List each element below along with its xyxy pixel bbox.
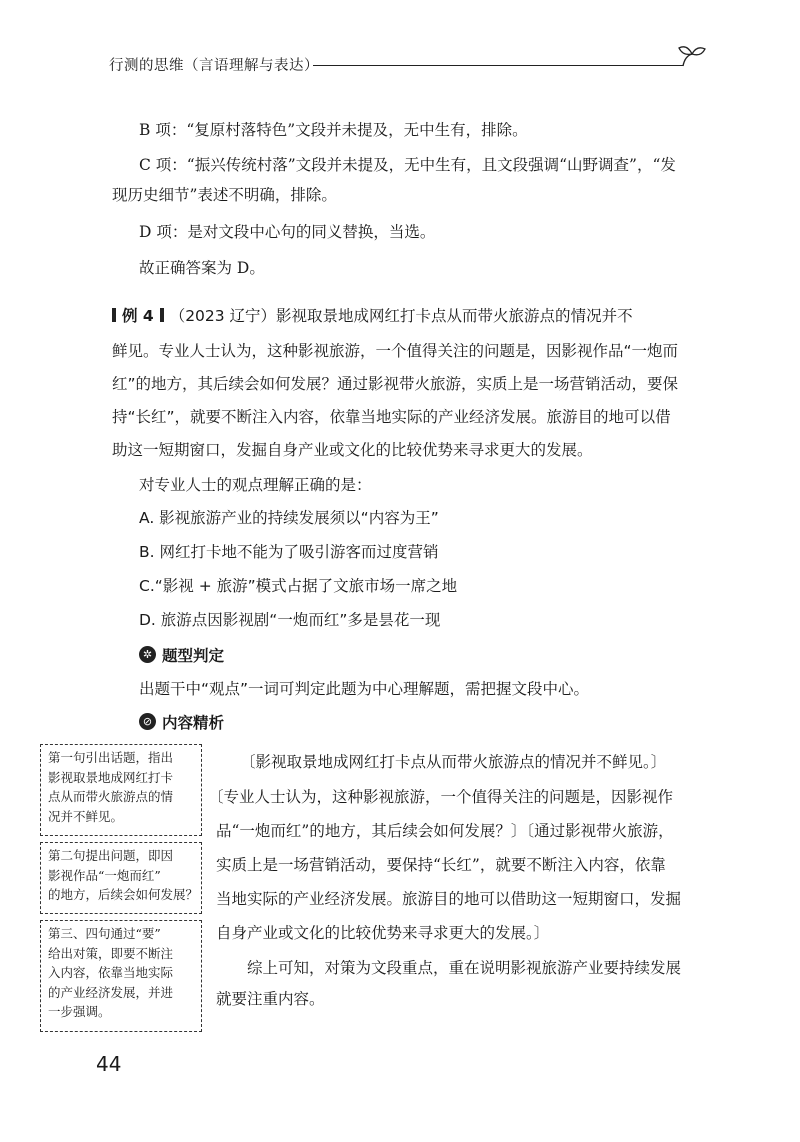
side-note-3 [40, 920, 202, 1032]
analysis-line1: 〔影视取景地成网红打卡点从而带火旅游点的情况并不鲜见。〕 [240, 753, 667, 771]
header-rule [313, 65, 683, 66]
section-analysis-title: 内容精析 [162, 714, 225, 732]
label-bar-left [112, 308, 116, 322]
note-line: 点从而带火旅游点的情 [48, 789, 174, 804]
example-text-line1: （2023 辽宁）影视取景地成网红打卡点从而带火旅游点的情况并不 [169, 307, 633, 325]
section-type-title: 题型判定 [162, 647, 225, 665]
note-line: 的地方，后续会如何发展？ [48, 887, 199, 902]
gear-icon: ✲ [139, 646, 156, 663]
label-bar-right [160, 308, 164, 322]
side-note-2 [40, 842, 202, 914]
page-number: 44 [96, 1052, 122, 1076]
note-line: 影视作品“一炮而红” [48, 867, 161, 883]
answer-line: 故正确答案为 D。 [139, 259, 265, 277]
book-title: 行测的思维（言语理解与表达） [109, 58, 319, 74]
side-note-1 [40, 744, 202, 836]
note-line: 一步强调。 [48, 1004, 111, 1019]
option-b: B. 网红打卡地不能为了吸引游客而过度营销 [139, 543, 439, 561]
analysis-line8: 就要注重内容。 [216, 990, 325, 1008]
note-line: 第三、四句通过“要” [48, 926, 161, 941]
running-header [107, 50, 707, 80]
note-line: 影视取景地成网红打卡 [48, 769, 174, 785]
example-text-line5: 助这一短期窗口，发掘自身产业或文化的比较优势来寻求更大的发展。 [112, 441, 593, 459]
analysis-line4: 实质上是一场营销活动，要保持“长红”，就要不断注入内容，依靠 [216, 856, 666, 874]
option-c-analysis-line2: 现历史细节”表述不明确，排除。 [112, 186, 337, 204]
magnifier-icon: ⊘ [139, 713, 156, 730]
analysis-line5: 当地实际的产业经济发展。旅游目的地可以借助这一短期窗口，发掘 [216, 890, 682, 908]
note-line: 的产业经济发展，并进 [48, 984, 174, 1000]
option-d-analysis: D 项：是对文段中心句的同义替换，当选。 [139, 223, 436, 241]
analysis-line3: 品“一炮而红”的地方，其后续会如何发展？〕〔通过影视带火旅游， [216, 822, 674, 840]
example-first-line [112, 306, 633, 326]
analysis-line7: 综上可知，对策为文段重点，重在说明影视旅游产业要持续发展 [247, 959, 682, 977]
section-type-text: 出题干中“观点”一词可判定此题为中心理解题，需把握文段中心。 [139, 680, 590, 698]
note-line: 给出对策，即要不断注 [48, 945, 174, 961]
analysis-line6: 自身产业或文化的比较优势来寻求更大的发展。〕 [216, 924, 550, 942]
note-line: 第二句提出问题，即因 [48, 848, 174, 863]
option-c: C.“影视 + 旅游”模式占据了文旅市场一席之地 [139, 577, 458, 595]
example-label: 例 4 [122, 307, 154, 325]
example-text-line2: 鲜见。专业人士认为，这种影视旅游，一个值得关注的问题是，因影视作品“一炮而 [112, 342, 679, 360]
example-text-line3: 红”的地方，其后续会如何发展？通过影视带火旅游，实质上是一场营销活动，要保 [112, 375, 679, 393]
option-c-analysis-line1: C 项：“振兴传统村落”文段并未提及，无中生有，且文段强调“山野调查”，“发 [139, 156, 676, 174]
note-line: 入内容，依靠当地实际 [48, 965, 174, 980]
note-line: 况并不鲜见。 [48, 808, 124, 824]
option-d: D. 旅游点因影视剧“一炮而红”多是昙花一现 [139, 611, 441, 629]
sprout-icon [675, 42, 709, 72]
analysis-line2: 〔专业人士认为，这种影视旅游，一个值得关注的问题是，因影视作 [208, 788, 674, 806]
option-a: A. 影视旅游产业的持续发展须以“内容为王” [139, 509, 439, 527]
note-line: 第一句引出话题，指出 [48, 750, 174, 765]
question-stem: 对专业人士的观点理解正确的是： [139, 476, 372, 494]
option-b-analysis: B 项：“复原村落特色”文段并未提及，无中生有，排除。 [139, 121, 528, 139]
example-text-line4: 持“长红”，就要不断注入内容，依靠当地实际的产业经济发展。旅游目的地可以借 [112, 408, 671, 426]
